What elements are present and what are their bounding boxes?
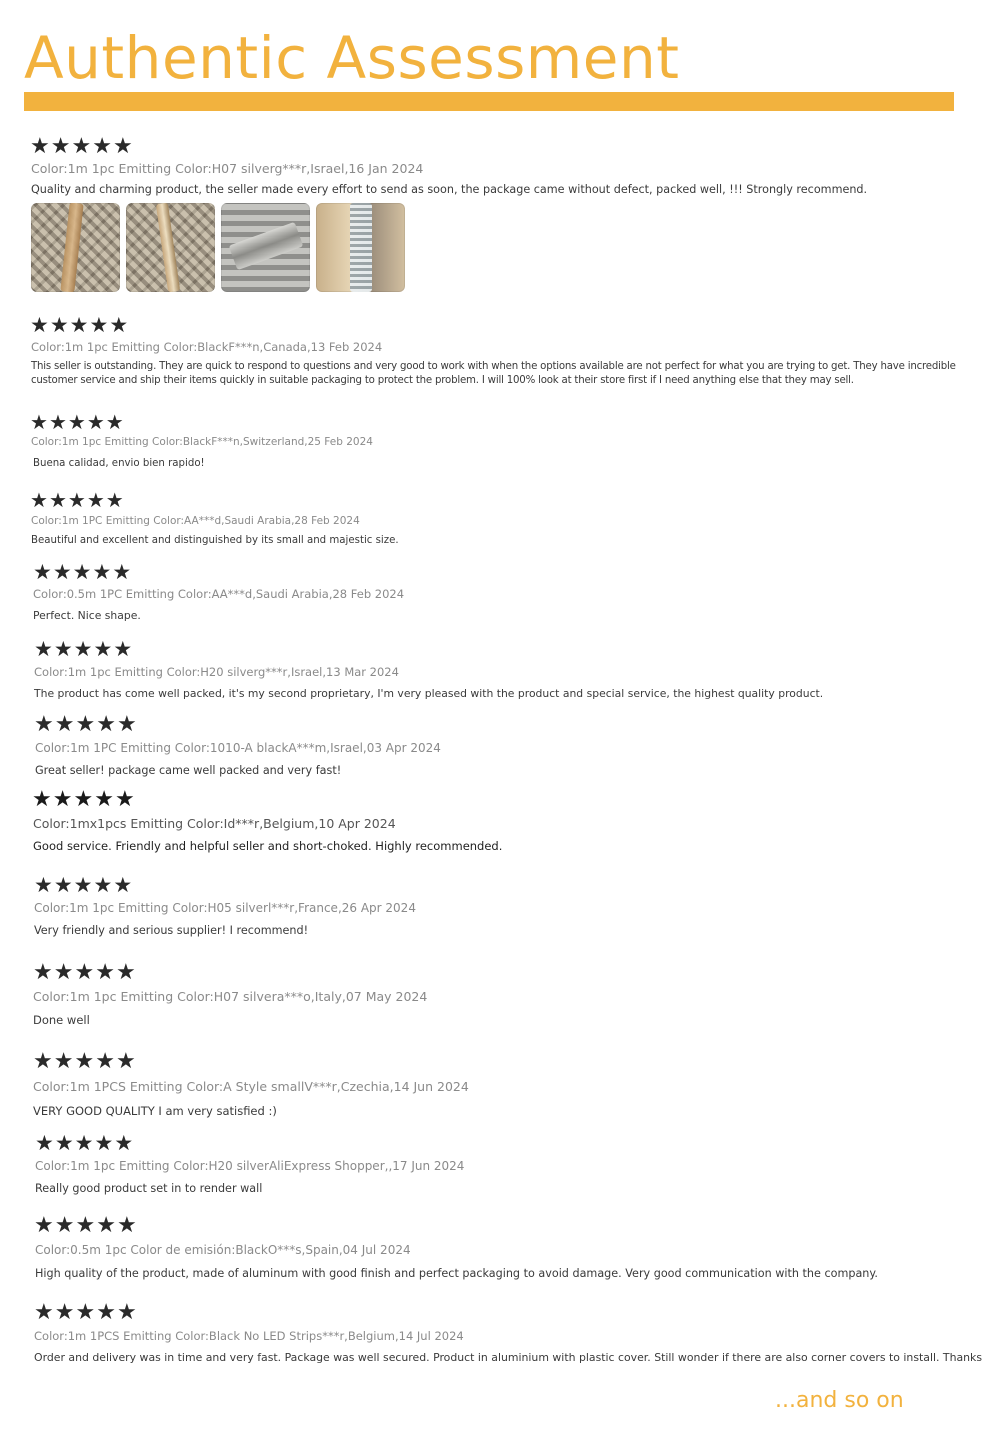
review-meta: Color:1m 1PC Emitting Color:AA***d,Saudi Arabia,28 Feb 2024 [31,515,360,527]
star-icon: ★ [96,1213,116,1238]
star-icon: ★ [34,1300,54,1325]
star-icon: ★ [73,787,94,812]
star-icon: ★ [54,712,75,737]
review-meta: Color:1m 1pc Emitting Color:H07 silverg***r,Israel,16 Jan 2024 [31,161,424,176]
review-text: Order and delivery was in time and very fast. Package was well secured. Product in aluminium with plastic cover. Still wonder if there are also corner covers to install. Thanks [34,1351,983,1364]
star-icon: ★ [116,1213,137,1238]
review-text: Quality and charming product, the seller made every effort to send as soon, the package came without defect, packed well, !!! Strongly recommend. [31,183,868,196]
star-icon: ★ [96,1300,116,1325]
star-icon: ★ [74,1049,95,1074]
star-rating [35,1133,133,1154]
review-meta: Color:1m 1PC Emitting Color:1010-A blackA***m,Israel,03 Apr 2024 [35,741,441,755]
star-rating [33,562,131,583]
review-text: High quality of the product, made of aluminum with good finish and perfect packaging to avoid damage. Very good communication with the company. [35,1267,878,1280]
star-icon: ★ [52,787,73,812]
review-photo[interactable] [316,203,405,292]
review-meta: Color:1m 1PCS Emitting Color:Black No LED Strips***r,Belgium,14 Jul 2024 [34,1329,464,1343]
star-icon: ★ [48,410,67,434]
review-text: VERY GOOD QUALITY I am very satisfied :) [33,1104,277,1118]
review-meta: Color:1m 1pc Emitting Color:BlackF***n,Canada,13 Feb 2024 [31,340,383,354]
star-rating [30,490,124,510]
star-rating [34,714,137,736]
star-icon: ★ [54,1213,75,1238]
star-icon: ★ [75,1300,96,1325]
star-icon: ★ [71,134,92,159]
star-icon: ★ [95,1049,115,1074]
star-icon: ★ [54,1300,75,1325]
star-rating [34,1215,137,1237]
star-icon: ★ [115,1049,136,1074]
star-rating [33,962,136,984]
review-meta: Color:1m 1pc Emitting Color:H20 silverAliExpress Shopper,,17 Jun 2024 [35,1159,465,1173]
star-icon: ★ [75,1213,96,1238]
review-text: The product has come well packed, it's my second proprietary, I'm very pleased with the product and special service, the highest quality product. [34,687,824,700]
star-icon: ★ [92,560,112,584]
review-text: Done well [33,1013,90,1027]
star-icon: ★ [34,712,54,737]
review-meta: Color:1m 1pc Emitting Color:BlackF***n,Switzerland,25 Feb 2024 [31,436,373,448]
star-icon: ★ [72,560,92,584]
star-icon: ★ [67,488,86,512]
star-icon: ★ [116,712,137,737]
page-title: Authentic Assessment [24,24,680,92]
star-icon: ★ [52,560,72,584]
star-icon: ★ [67,410,86,434]
star-icon: ★ [49,313,69,337]
more-reviews-note: ...and so on [775,1388,904,1413]
star-rating [30,412,124,432]
title-underline-bar [24,92,954,111]
star-icon: ★ [33,960,53,985]
star-rating [30,136,133,158]
star-icon: ★ [53,873,73,897]
star-icon: ★ [94,787,114,812]
star-icon: ★ [53,637,73,661]
review-text: Beautiful and excellent and distinguished by its small and majestic size. [31,535,399,546]
star-rating [34,875,132,896]
review-photo[interactable] [221,203,310,292]
star-rating [30,315,128,336]
star-icon: ★ [32,787,52,812]
star-icon: ★ [92,134,112,159]
star-icon: ★ [89,313,109,337]
star-icon: ★ [86,488,105,512]
star-icon: ★ [93,637,113,661]
star-icon: ★ [95,960,115,985]
star-icon: ★ [69,313,89,337]
star-icon: ★ [105,410,124,434]
star-icon: ★ [94,1131,114,1155]
star-icon: ★ [114,1131,134,1155]
review-text: Great seller! package came well packed and very fast! [35,764,342,777]
star-icon: ★ [74,960,95,985]
star-icon: ★ [35,1131,54,1155]
star-icon: ★ [115,960,136,985]
star-icon: ★ [86,410,105,434]
star-icon: ★ [53,1049,74,1074]
star-icon: ★ [53,960,74,985]
star-icon: ★ [48,488,67,512]
star-icon: ★ [114,787,135,812]
star-icon: ★ [93,873,113,897]
star-icon: ★ [30,410,48,434]
star-icon: ★ [113,637,133,661]
review-text: This seller is outstanding. They are quick to respond to questions and very good to work with when the options available are not perfect for what you are trying to get. They have incredible customer service and ship their items quickly in suitable packaging to protect the problem. I will 100% look at their store first if I need anything else that they may sell. [31,361,956,386]
star-icon: ★ [33,560,52,584]
star-icon: ★ [30,488,48,512]
star-icon: ★ [112,134,133,159]
review-text: Perfect. Nice shape. [33,609,141,622]
review-photo[interactable] [126,203,215,292]
review-photo[interactable] [31,203,120,292]
star-icon: ★ [105,488,124,512]
star-icon: ★ [54,1131,74,1155]
star-rating [34,639,132,660]
review-meta: Color:1m 1PCS Emitting Color:A Style smallV***r,Czechia,14 Jun 2024 [33,1079,469,1094]
review-meta: Color:1mx1pcs Emitting Color:Id***r,Belgium,10 Apr 2024 [33,816,396,831]
star-icon: ★ [116,1300,137,1325]
review-meta: Color:1m 1pc Emitting Color:H05 silverl***r,France,26 Apr 2024 [34,901,416,915]
star-icon: ★ [109,313,129,337]
star-rating [34,1302,137,1324]
star-icon: ★ [75,712,96,737]
review-photos [31,203,405,292]
review-meta: Color:0.5m 1pc Color de emisión:BlackO***s,Spain,04 Jul 2024 [35,1243,411,1257]
star-rating [32,789,135,811]
star-icon: ★ [30,313,49,337]
star-icon: ★ [50,134,71,159]
review-text: Really good product set in to render wall [35,1182,263,1195]
star-icon: ★ [30,134,50,159]
star-icon: ★ [33,1049,53,1074]
star-rating [33,1051,136,1073]
star-icon: ★ [34,1213,54,1238]
review-meta: Color:0.5m 1PC Emitting Color:AA***d,Saudi Arabia,28 Feb 2024 [33,587,405,601]
review-text: Very friendly and serious supplier! I recommend! [34,924,309,937]
star-icon: ★ [96,712,116,737]
star-icon: ★ [34,637,53,661]
review-meta: Color:1m 1pc Emitting Color:H20 silverg***r,Israel,13 Mar 2024 [34,665,399,679]
star-icon: ★ [73,637,93,661]
review-meta: Color:1m 1pc Emitting Color:H07 silvera***o,Italy,07 May 2024 [33,989,428,1004]
star-icon: ★ [112,560,132,584]
review-text: Buena calidad, envio bien rapido! [33,458,205,469]
star-icon: ★ [73,873,93,897]
star-icon: ★ [74,1131,94,1155]
review-text: Good service. Friendly and helpful seller and short-choked. Highly recommended. [33,839,503,853]
star-icon: ★ [34,873,53,897]
star-icon: ★ [113,873,133,897]
